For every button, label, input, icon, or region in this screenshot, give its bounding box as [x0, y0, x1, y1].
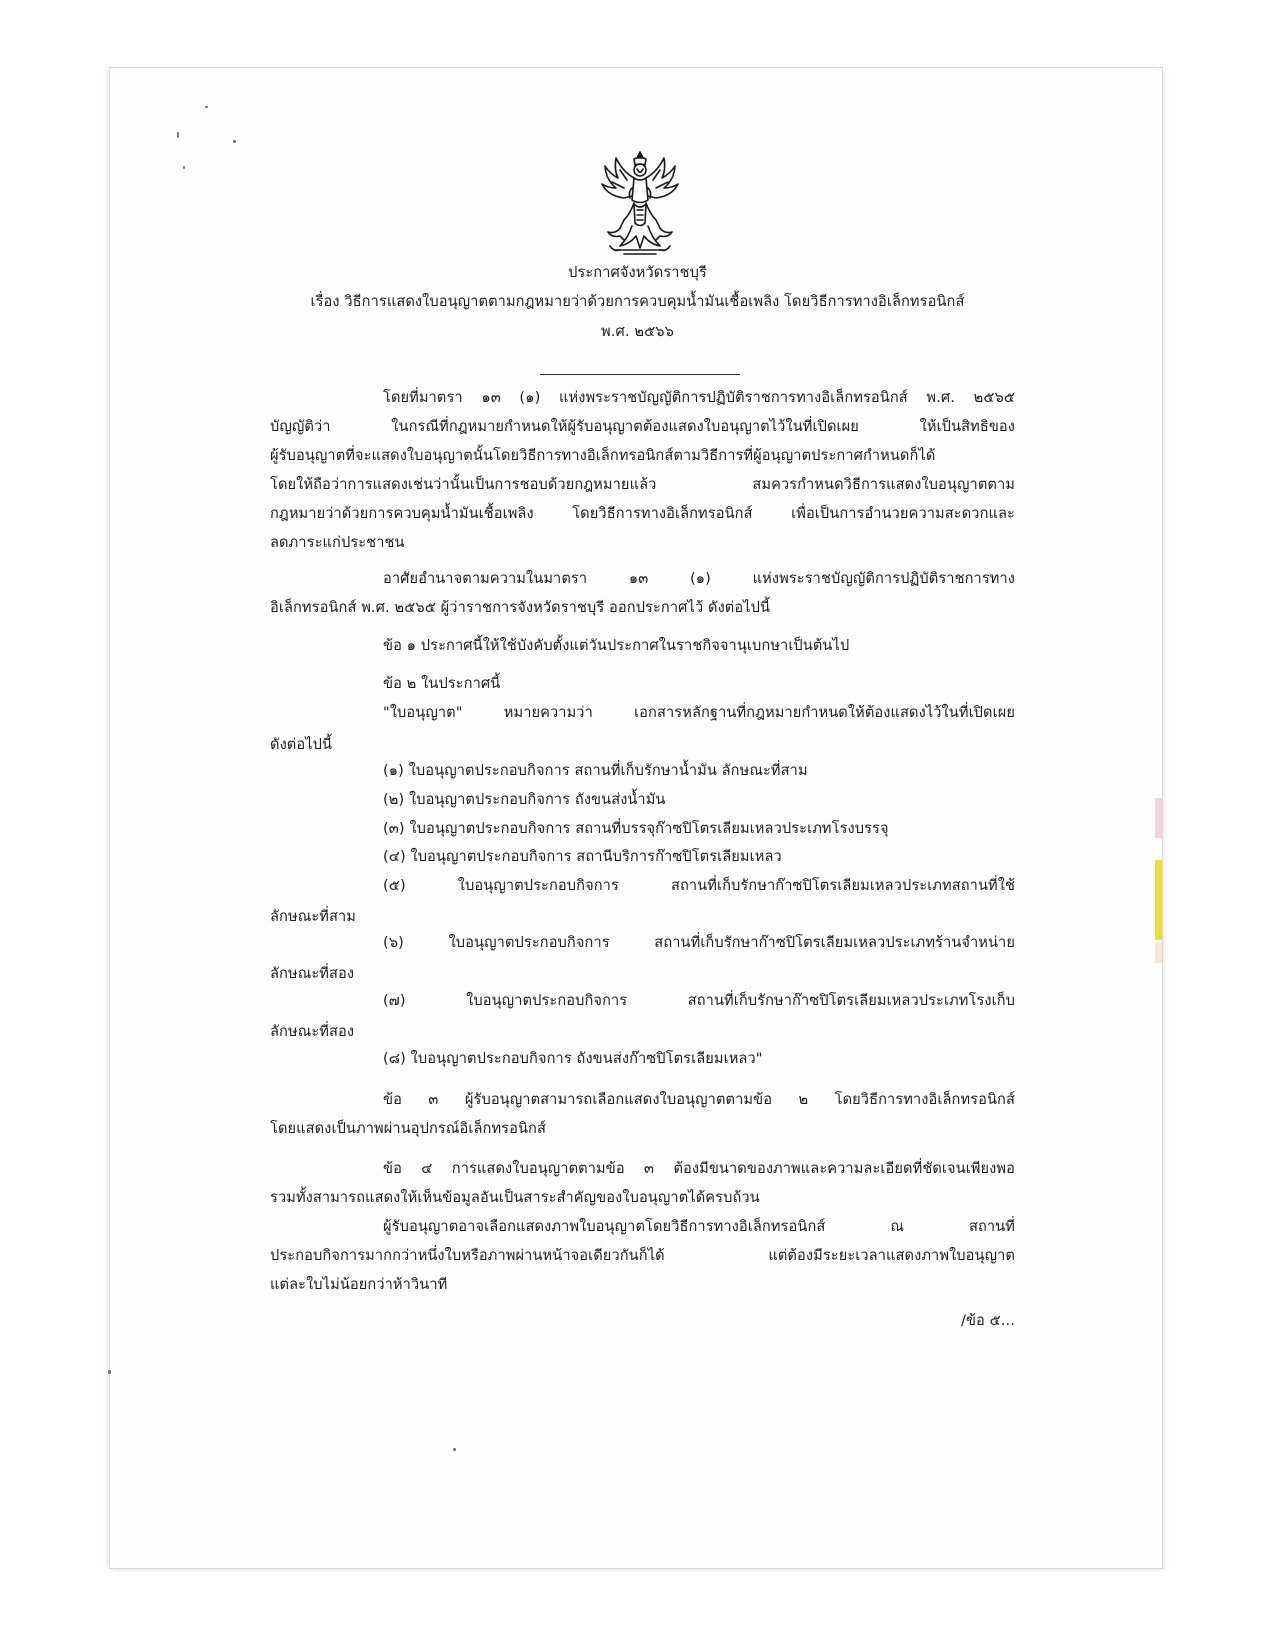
authority-line: อาศัยอำนาจตามความในมาตรา ๑๓ (๑) แห่งพระราชบัญญัติการปฏิบัติราชการทาง	[383, 570, 1015, 587]
list-item: (๘) ใบอนุญาตประกอบกิจการ ถังขนส่งก๊าซปิโตรเลียมเหลว"	[383, 1050, 763, 1067]
header-divider	[540, 374, 740, 375]
list-item: (๔) ใบอนุญาตประกอบกิจการ สถานีบริการก๊าซปิโตรเลียมเหลว	[383, 848, 782, 865]
list-item: (๒) ใบอนุญาตประกอบกิจการ ถังขนส่งน้ำมัน	[383, 791, 666, 808]
list-item: (๑) ใบอนุญาตประกอบกิจการ สถานที่เก็บรักษาน้ำมัน ลักษณะที่สาม	[383, 762, 808, 779]
scan-speck	[233, 140, 236, 143]
clause-4-para2-line: ประกอบกิจการมากกว่าหนึ่งใบหรือภาพผ่านหน้าจอเดียวกันก็ได้ แต่ต้องมีระยะเวลาแสดงภาพใบอนุญาต	[270, 1247, 1015, 1264]
definition-line: "ใบอนุญาต" หมายความว่า เอกสารหลักฐานที่กฎหมายกำหนดให้ต้องแสดงไว้ในที่เปิดเผย	[383, 704, 1015, 721]
sticky-tab-yellow	[1155, 860, 1162, 940]
preamble-line: โดยให้ถือว่าการแสดงเช่นว่านั้นเป็นการชอบด้วยกฎหมายแล้ว สมควรกำหนดวิธีการแสดงใบอนุญาตตาม	[270, 476, 1015, 493]
clause-3-line: ข้อ ๓ ผู้รับอนุญาตสามารถเลือกแสดงใบอนุญาตตามข้อ ๒ โดยวิธีการทางอิเล็กทรอนิกส์	[383, 1091, 1015, 1108]
announcement-year: พ.ศ. ๒๕๖๖	[601, 323, 674, 340]
page-continuation: /ข้อ ๕...	[960, 1312, 1015, 1329]
announcement-title: ประกาศจังหวัดราชบุรี	[568, 264, 707, 281]
list-item: (๓) ใบอนุญาตประกอบกิจการ สถานที่บรรจุก๊าซปิโตรเลียมเหลวประเภทโรงบรรจุ	[383, 820, 889, 837]
authority-line: อิเล็กทรอนิกส์ พ.ศ. ๒๕๖๕ ผู้ว่าราชการจังหวัดราชบุรี ออกประกาศไว้ ดังต่อไปนี้	[270, 599, 771, 616]
preamble-line: บัญญัติว่า ในกรณีที่กฎหมายกำหนดให้ผู้รับอนุญาตต้องแสดงใบอนุญาตไว้ในที่เปิดเผย ให้เป็นสิทธิของ	[270, 418, 1015, 435]
preamble-line: กฎหมายว่าด้วยการควบคุมน้ำมันเชื้อเพลิง โดยวิธีการทางอิเล็กทรอนิกส์ เพื่อเป็นการอำนวยความสะดวกและ	[270, 505, 1015, 522]
list-item: (๕) ใบอนุญาตประกอบกิจการ สถานที่เก็บรักษาก๊าซปิโตรเลียมเหลวประเภทสถานที่ใช้	[383, 877, 1015, 894]
clause-4-para2-line: แต่ละใบไม่น้อยกว่าห้าวินาที	[270, 1276, 448, 1293]
list-item-continuation: ลักษณะที่สาม	[270, 908, 357, 925]
sticky-tab-pink	[1155, 798, 1162, 838]
garuda-emblem-icon	[590, 148, 690, 263]
clause-3-line: โดยแสดงเป็นภาพผ่านอุปกรณ์อิเล็กทรอนิกส์	[270, 1120, 546, 1137]
clause-1: ข้อ ๑ ประกาศนี้ให้ใช้บังคับตั้งแต่วันประกาศในราชกิจจานุเบกษาเป็นต้นไป	[383, 637, 850, 654]
list-item: (๗) ใบอนุญาตประกอบกิจการ สถานที่เก็บรักษาก๊าซปิโตรเลียมเหลวประเภทโรงเก็บ	[383, 992, 1015, 1009]
preamble-line: โดยที่มาตรา ๑๓ (๑) แห่งพระราชบัญญัติการปฏิบัติราชการทางอิเล็กทรอนิกส์ พ.ศ. ๒๕๖๕	[383, 389, 1015, 406]
announcement-subject: เรื่อง วิธีการแสดงใบอนุญาตตามกฎหมายว่าด้วยการควบคุมน้ำมันเชื้อเพลิง โดยวิธีการทางอิเล็กทรอนิกส์	[310, 293, 965, 310]
clause-4-line: ข้อ ๔ การแสดงใบอนุญาตตามข้อ ๓ ต้องมีขนาดของภาพและความละเอียดที่ชัดเจนเพียงพอ	[383, 1160, 1015, 1177]
scan-speck	[108, 1370, 111, 1374]
clause-2: ข้อ ๒ ในประกาศนี้	[383, 675, 501, 692]
definition-line: ดังต่อไปนี้	[270, 736, 333, 753]
scan-speck	[453, 1448, 456, 1451]
scan-speck	[205, 106, 208, 108]
scan-speck	[183, 166, 185, 169]
list-item: (๖) ใบอนุญาตประกอบกิจการ สถานที่เก็บรักษาก๊าซปิโตรเลียมเหลวประเภทร้านจำหน่าย	[383, 934, 1015, 951]
preamble-line: ลดภาระแก่ประชาชน	[270, 534, 405, 551]
clause-4-line: รวมทั้งสามารถแสดงให้เห็นข้อมูลอันเป็นสาระสำคัญของใบอนุญาตได้ครบถ้วน	[270, 1189, 760, 1206]
list-item-continuation: ลักษณะที่สอง	[270, 1023, 355, 1040]
clause-4-para2-line: ผู้รับอนุญาตอาจเลือกแสดงภาพใบอนุญาตโดยวิธีการทางอิเล็กทรอนิกส์ ณ สถานที่	[383, 1218, 1015, 1235]
list-item-continuation: ลักษณะที่สอง	[270, 965, 355, 982]
preamble-line: ผู้รับอนุญาตที่จะแสดงใบอนุญาตนั้นโดยวิธีการทางอิเล็กทรอนิกส์ตามวิธีการที่ผู้อนุญาตประกาศกำหนดก็ได้	[270, 447, 936, 464]
scan-speck	[177, 132, 179, 138]
sticky-tab-peach	[1155, 943, 1162, 963]
